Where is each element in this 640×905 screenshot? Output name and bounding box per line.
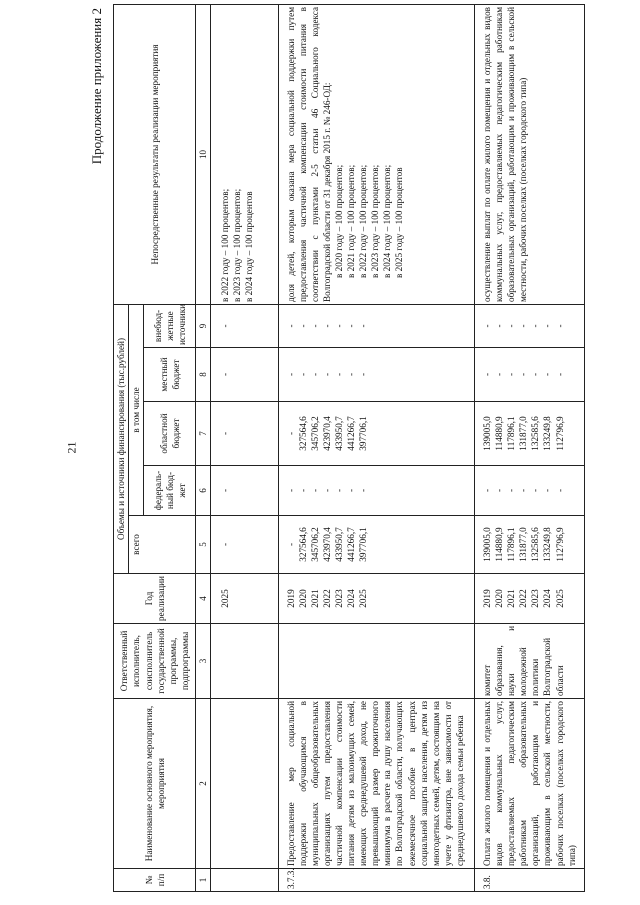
federal-budget-value: -: [321, 488, 332, 493]
regional-budget: [278, 402, 474, 466]
regional-budget-value: 327564,6: [297, 416, 308, 451]
extrabudgetary-value: -: [542, 324, 553, 328]
extrabudgetary: [211, 304, 278, 347]
local-budget-value: -: [358, 372, 369, 377]
extrabudgetary-value: -: [321, 324, 332, 328]
federal-budget-value: -: [518, 488, 529, 493]
regional-budget-value: 132585,6: [530, 416, 541, 451]
federal-budget-value: -: [297, 488, 308, 493]
regional-budget-value: -: [285, 431, 296, 436]
result-line: в 2021 году – 100 процентов;: [346, 164, 357, 278]
result-line: в 2020 году – 100 процентов;: [333, 164, 344, 278]
result-line: в 2023 году – 100 процентов;: [370, 164, 381, 278]
local-budget-value: -: [285, 372, 296, 377]
table-header: [114, 4, 211, 891]
result-line: осуществление выплат по оплате жилого помещения и отдельных видов коммунальных услуг, предоставляемых педагогическим работникам образовательных организаций, работающим и проживающим в сельской местности, рабочих поселках (поселках городского типа): [481, 6, 529, 302]
table-row: [278, 4, 474, 891]
extrabudgetary-value: -: [554, 324, 565, 328]
local-budget-value: -: [309, 372, 320, 377]
responsible-executor: комитет образования, науки и молодежной политики Волгоградской области: [474, 624, 584, 699]
total-value: 114880,9: [494, 527, 505, 562]
result-line: в 2025 году – 100 процентов: [394, 167, 405, 278]
year-value: 2025: [554, 589, 565, 608]
extrabudgetary: [474, 304, 584, 347]
column-number: 6: [196, 466, 211, 516]
extrabudgetary-value: -: [333, 324, 344, 328]
column-number: 4: [196, 574, 211, 624]
header-local: местный бюджет: [144, 348, 196, 402]
local-budget-value: -: [220, 372, 231, 377]
table-row: [211, 4, 278, 891]
total-value: 423970,4: [321, 527, 332, 562]
result-line: доля детей, которым оказана мера социальной поддержки путем предоставления частичной компенсации стоимости питания в соответствии с пунктами 2-5 статьи 46 Социального кодекса Волгоградской области от 31 декабря 2015 г. № 246-ОД:: [285, 6, 332, 302]
extrabudgetary-value: -: [518, 324, 529, 328]
federal-budget-value: -: [554, 488, 565, 493]
total: [211, 516, 278, 574]
total-value: -: [220, 542, 231, 547]
extrabudgetary-value: -: [346, 324, 357, 328]
total-value: 112796,9: [554, 527, 565, 562]
year-value: 2020: [297, 589, 308, 608]
extrabudgetary-value: -: [481, 324, 492, 328]
federal-budget-value: -: [530, 488, 541, 493]
column-number: 9: [196, 304, 211, 347]
responsible-executor: [278, 624, 474, 699]
total-value: 433950,7: [333, 527, 344, 562]
regional-budget: [474, 402, 584, 466]
result-cell: [474, 4, 584, 304]
total: [278, 516, 474, 574]
regional-budget-value: 114880,9: [494, 416, 505, 451]
federal-budget-value: -: [506, 488, 517, 493]
year-value: 2021: [506, 589, 517, 608]
regional-budget-value: 133249,8: [542, 416, 553, 451]
column-number: 7: [196, 402, 211, 466]
federal-budget-value: -: [285, 488, 296, 493]
result-cell: [278, 4, 474, 304]
year-value: 2023: [530, 589, 541, 608]
total-value: 117896,1: [506, 527, 517, 562]
year: [211, 574, 278, 624]
federal-budget-value: -: [358, 488, 369, 493]
year: [278, 574, 474, 624]
table-body: [211, 4, 584, 891]
local-budget-value: -: [333, 372, 344, 377]
year-value: 2023: [333, 589, 344, 608]
federal-budget: [474, 466, 584, 516]
header-extrabudgetary: внебюд-жетные источники: [144, 304, 196, 347]
measure-name: [211, 699, 278, 869]
local-budget-value: -: [297, 372, 308, 377]
local-budget-value: -: [481, 372, 492, 377]
total-value: -: [285, 542, 296, 547]
total-value: 441266,7: [346, 527, 357, 562]
regional-budget-value: 112796,9: [554, 416, 565, 451]
header-year: Год реализации: [114, 574, 196, 624]
local-budget-value: -: [346, 372, 357, 377]
regional-budget-value: 441266,7: [346, 416, 357, 451]
column-number: 10: [196, 4, 211, 304]
header-including: в том числе: [129, 304, 144, 515]
result-line: в 2024 году – 100 процентов: [244, 191, 255, 302]
column-number: 2: [196, 699, 211, 869]
year-value: 2025: [220, 589, 231, 608]
regional-budget-value: 117896,1: [506, 416, 517, 451]
regional-budget-value: 131877,0: [518, 416, 529, 451]
total-value: 397706,1: [358, 527, 369, 562]
year: [474, 574, 584, 624]
federal-budget-value: -: [481, 488, 492, 493]
table-row: [474, 4, 584, 891]
federal-budget: [211, 466, 278, 516]
extrabudgetary-value: -: [220, 324, 231, 328]
federal-budget-value: -: [333, 488, 344, 493]
result-cell: [211, 4, 278, 304]
responsible-executor: [211, 624, 278, 699]
local-budget-value: -: [530, 372, 541, 377]
total: [474, 516, 584, 574]
result-line: в 2022 году – 100 процентов;: [358, 164, 369, 278]
year-value: 2022: [321, 589, 332, 608]
year-value: 2022: [518, 589, 529, 608]
column-number: 8: [196, 348, 211, 402]
result-line: в 2024 году – 100 процентов;: [382, 164, 393, 278]
total-value: 132585,6: [530, 527, 541, 562]
federal-budget: [278, 466, 474, 516]
total-value: 327564,6: [297, 527, 308, 562]
extrabudgetary-value: -: [309, 324, 320, 328]
header-regional: областной бюджет: [144, 402, 196, 466]
local-budget: [474, 348, 584, 402]
regional-budget-value: 423970,4: [321, 416, 332, 451]
federal-budget-value: -: [494, 488, 505, 493]
year-value: 2019: [481, 589, 492, 608]
header-volume: Объемы и источники финансирования (тыс.рублей): [114, 304, 129, 573]
year-value: 2025: [358, 589, 369, 608]
local-budget-value: -: [518, 372, 529, 377]
regional-budget-value: 345706,2: [309, 416, 320, 451]
row-number: [211, 869, 278, 892]
header-result: Непосредственные результаты реализации мероприятия: [114, 4, 196, 304]
regional-budget-value: 397706,1: [358, 416, 369, 451]
rotated-page: [88, 5, 623, 892]
extrabudgetary-value: -: [494, 324, 505, 328]
appendix-subtitle: Продолжение приложения 2: [89, 8, 104, 165]
federal-budget-value: -: [346, 488, 357, 493]
header-name: Наименование основного мероприятия, мероприятия: [114, 699, 196, 869]
federal-budget-value: -: [309, 488, 320, 493]
total-value: 139005,0: [481, 527, 492, 562]
federal-budget-value: -: [220, 488, 231, 493]
federal-budget-value: -: [542, 488, 553, 493]
local-budget-value: -: [554, 372, 565, 377]
total-value: 133249,8: [542, 527, 553, 562]
local-budget-value: -: [506, 372, 517, 377]
column-number: 3: [196, 624, 211, 699]
regional-budget: [211, 402, 278, 466]
program-table: [113, 4, 585, 892]
local-budget-value: -: [542, 372, 553, 377]
regional-budget-value: 433950,7: [333, 416, 344, 451]
regional-budget-value: -: [220, 431, 231, 436]
header-total: всего: [129, 516, 196, 574]
row-number: 3.8.: [474, 869, 584, 892]
year-value: 2021: [309, 589, 320, 608]
extrabudgetary: [278, 304, 474, 347]
local-budget-value: -: [321, 372, 332, 377]
page-number: 21: [64, 441, 79, 454]
local-budget-value: -: [494, 372, 505, 377]
extrabudgetary-value: -: [358, 324, 369, 328]
extrabudgetary-value: -: [297, 324, 308, 328]
column-number: 1: [196, 869, 211, 892]
header-federal: федераль-ный бюд-жет: [144, 466, 196, 516]
result-line: в 2022 году – 100 процентов;: [220, 188, 231, 302]
header-responsible: Ответственный исполнитель, соисполнитель государственной программы, подпрограммы: [114, 624, 196, 699]
year-value: 2024: [346, 589, 357, 608]
extrabudgetary-value: -: [506, 324, 517, 328]
local-budget: [211, 348, 278, 402]
row-number: 3.7.3.: [278, 869, 474, 892]
measure-name: Оплата жилого помещения и отдельных видов коммунальных услуг, предоставляемых педагогическим работникам образовательных организаций, работающим и проживающим в сельской местности, рабочих поселках (поселках городского типа): [474, 699, 584, 869]
result-line: в 2023 году – 100 процентов;: [232, 188, 243, 302]
total-value: 131877,0: [518, 527, 529, 562]
extrabudgetary-value: -: [285, 324, 296, 328]
year-value: 2020: [494, 589, 505, 608]
local-budget: [278, 348, 474, 402]
regional-budget-value: 139005,0: [481, 416, 492, 451]
year-value: 2019: [285, 589, 296, 608]
measure-name: Предоставление мер социальной поддержки обучающимся в муниципальных общеобразовательных организациях путем предоставления частичной компенсации стоимости питания детям из малоимущих семей, имеющих среднедушевой доход, не превышающий размер прожиточного минимума в расчете на душу населения по Волгоградской области, получающих ежемесячное пособие в центрах социальной защиты населения, детям из многодетных семей, детям, состоящим на учете у фтизиатра, вне зависимости от среднедушевого дохода семьи ребенка: [278, 699, 474, 869]
column-number: 5: [196, 516, 211, 574]
header-no: № п/п: [114, 869, 196, 892]
extrabudgetary-value: -: [530, 324, 541, 328]
year-value: 2024: [542, 589, 553, 608]
total-value: 345706,2: [309, 527, 320, 562]
column-numbers-row: [196, 4, 211, 891]
